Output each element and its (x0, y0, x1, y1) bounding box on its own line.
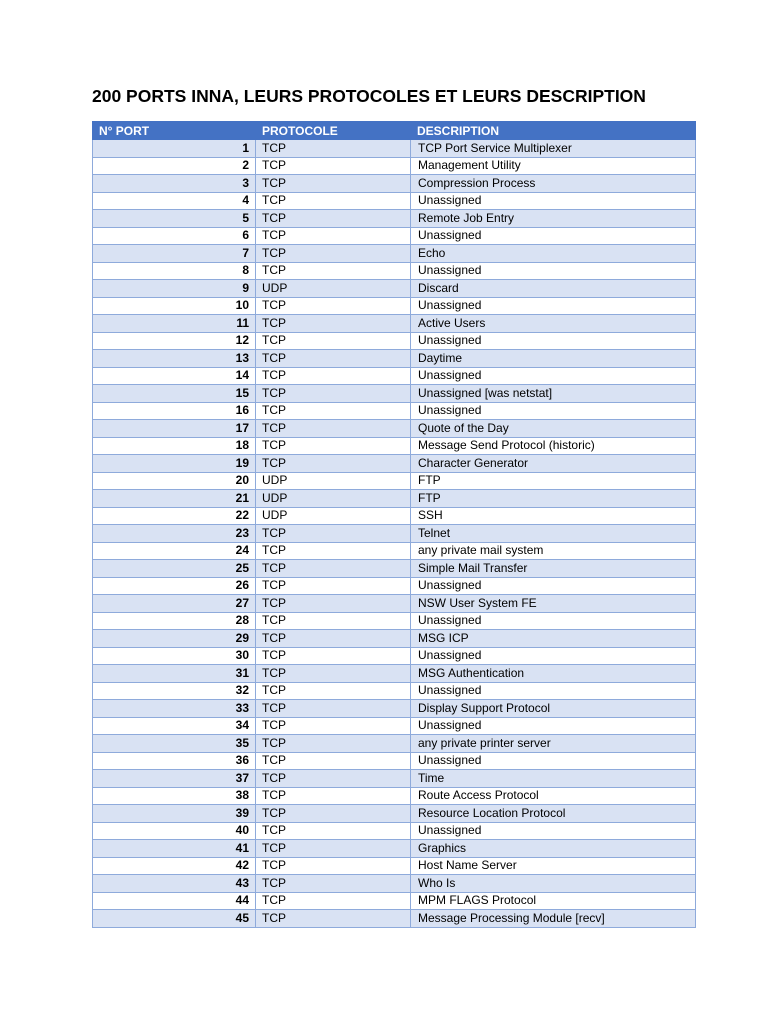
description-cell: Unassigned (411, 192, 696, 210)
description-cell: Unassigned (411, 577, 696, 595)
description-cell: Unassigned (411, 822, 696, 840)
port-cell: 17 (93, 420, 256, 438)
description-cell: Graphics (411, 840, 696, 858)
protocol-cell: TCP (256, 402, 411, 420)
port-cell: 15 (93, 385, 256, 403)
protocol-cell: TCP (256, 140, 411, 158)
table-row (93, 577, 696, 595)
port-cell: 41 (93, 840, 256, 858)
table-row (93, 210, 696, 228)
protocol-cell: TCP (256, 367, 411, 385)
table-row (93, 420, 696, 438)
port-cell: 26 (93, 577, 256, 595)
protocol-cell: TCP (256, 455, 411, 473)
description-cell: Echo (411, 245, 696, 263)
protocol-cell: TCP (256, 227, 411, 245)
protocol-cell: TCP (256, 210, 411, 228)
description-cell: FTP (411, 472, 696, 490)
port-cell: 16 (93, 402, 256, 420)
description-cell: Unassigned (411, 647, 696, 665)
description-cell: Unassigned (411, 402, 696, 420)
header-row (93, 122, 696, 140)
table-row (93, 787, 696, 805)
protocol-cell: UDP (256, 490, 411, 508)
port-cell: 7 (93, 245, 256, 263)
protocol-cell: TCP (256, 332, 411, 350)
table-row (93, 472, 696, 490)
protocol-cell: TCP (256, 665, 411, 683)
port-cell: 32 (93, 682, 256, 700)
document-title: 200 PORTS INNA, LEURS PROTOCOLES ET LEURS DESCRIPTION (92, 86, 646, 106)
port-cell: 36 (93, 752, 256, 770)
protocol-cell: TCP (256, 192, 411, 210)
description-cell: Simple Mail Transfer (411, 560, 696, 578)
port-cell: 1 (93, 140, 256, 158)
port-cell: 25 (93, 560, 256, 578)
table-row (93, 805, 696, 823)
protocol-cell: TCP (256, 560, 411, 578)
description-cell: Unassigned (411, 367, 696, 385)
port-cell: 20 (93, 472, 256, 490)
description-cell: any private mail system (411, 542, 696, 560)
port-cell: 34 (93, 717, 256, 735)
description-cell: Unassigned (411, 262, 696, 280)
table-row (93, 350, 696, 368)
table-row (93, 630, 696, 648)
port-cell: 43 (93, 875, 256, 893)
description-cell: MSG ICP (411, 630, 696, 648)
table-row (93, 700, 696, 718)
table-row (93, 770, 696, 788)
protocol-cell: UDP (256, 507, 411, 525)
description-cell: Resource Location Protocol (411, 805, 696, 823)
port-cell: 22 (93, 507, 256, 525)
description-cell: FTP (411, 490, 696, 508)
description-cell: Discard (411, 280, 696, 298)
table-row (93, 227, 696, 245)
protocol-cell: TCP (256, 735, 411, 753)
protocol-cell: UDP (256, 280, 411, 298)
description-cell: Unassigned (411, 612, 696, 630)
protocol-cell: TCP (256, 350, 411, 368)
port-cell: 18 (93, 437, 256, 455)
table-row (93, 315, 696, 333)
table-row (93, 175, 696, 193)
ports-table (92, 121, 696, 928)
table-row (93, 735, 696, 753)
table-row (93, 507, 696, 525)
description-column-header: DESCRIPTION (411, 122, 696, 140)
protocol-cell: TCP (256, 315, 411, 333)
description-cell: Unassigned (411, 332, 696, 350)
description-cell: Display Support Protocol (411, 700, 696, 718)
port-cell: 30 (93, 647, 256, 665)
table-row (93, 297, 696, 315)
description-cell: any private printer server (411, 735, 696, 753)
description-cell: Time (411, 770, 696, 788)
table-row (93, 875, 696, 893)
table-row (93, 612, 696, 630)
description-cell: Telnet (411, 525, 696, 543)
protocol-cell: TCP (256, 787, 411, 805)
description-cell: Character Generator (411, 455, 696, 473)
description-cell: Route Access Protocol (411, 787, 696, 805)
description-cell: Unassigned (411, 682, 696, 700)
table-row (93, 385, 696, 403)
protocol-cell: TCP (256, 262, 411, 280)
description-cell: Host Name Server (411, 857, 696, 875)
protocol-cell: TCP (256, 420, 411, 438)
protocol-cell: TCP (256, 857, 411, 875)
table-row (93, 367, 696, 385)
description-cell: Unassigned (411, 752, 696, 770)
table-row (93, 402, 696, 420)
table-row (93, 280, 696, 298)
protocol-cell: TCP (256, 595, 411, 613)
port-cell: 45 (93, 910, 256, 928)
table-row (93, 157, 696, 175)
port-cell: 31 (93, 665, 256, 683)
table-row (93, 595, 696, 613)
protocol-cell: TCP (256, 630, 411, 648)
description-cell: Daytime (411, 350, 696, 368)
table-row (93, 140, 696, 158)
table-row (93, 682, 696, 700)
port-cell: 27 (93, 595, 256, 613)
port-cell: 3 (93, 175, 256, 193)
port-cell: 14 (93, 367, 256, 385)
protocol-cell: TCP (256, 910, 411, 928)
description-cell: NSW User System FE (411, 595, 696, 613)
table-row (93, 840, 696, 858)
description-cell: Unassigned (411, 297, 696, 315)
table-row (93, 892, 696, 910)
protocol-cell: TCP (256, 577, 411, 595)
description-cell: Message Send Protocol (historic) (411, 437, 696, 455)
protocol-cell: TCP (256, 437, 411, 455)
port-cell: 24 (93, 542, 256, 560)
protocol-cell: TCP (256, 297, 411, 315)
description-cell: Who Is (411, 875, 696, 893)
port-cell: 9 (93, 280, 256, 298)
table-row (93, 437, 696, 455)
description-cell: Quote of the Day (411, 420, 696, 438)
port-cell: 6 (93, 227, 256, 245)
protocol-cell: TCP (256, 892, 411, 910)
table-row (93, 822, 696, 840)
port-cell: 39 (93, 805, 256, 823)
port-cell: 35 (93, 735, 256, 753)
port-cell: 37 (93, 770, 256, 788)
description-cell: Management Utility (411, 157, 696, 175)
port-cell: 28 (93, 612, 256, 630)
description-cell: TCP Port Service Multiplexer (411, 140, 696, 158)
table-row (93, 490, 696, 508)
table-row (93, 752, 696, 770)
table-row (93, 332, 696, 350)
port-cell: 33 (93, 700, 256, 718)
port-cell: 8 (93, 262, 256, 280)
table-row (93, 647, 696, 665)
table-row (93, 525, 696, 543)
table-row (93, 542, 696, 560)
port-cell: 5 (93, 210, 256, 228)
port-cell: 42 (93, 857, 256, 875)
port-cell: 2 (93, 157, 256, 175)
table-row (93, 665, 696, 683)
port-cell: 38 (93, 787, 256, 805)
table-row (93, 192, 696, 210)
description-cell: Remote Job Entry (411, 210, 696, 228)
protocol-cell: TCP (256, 875, 411, 893)
table-body (93, 140, 696, 928)
port-cell: 10 (93, 297, 256, 315)
protocol-cell: TCP (256, 840, 411, 858)
port-cell: 12 (93, 332, 256, 350)
protocol-cell: TCP (256, 700, 411, 718)
protocol-cell: TCP (256, 752, 411, 770)
port-cell: 40 (93, 822, 256, 840)
table-row (93, 245, 696, 263)
protocol-column-header: PROTOCOLE (256, 122, 411, 140)
port-cell: 19 (93, 455, 256, 473)
table-row (93, 717, 696, 735)
description-cell: MSG Authentication (411, 665, 696, 683)
protocol-cell: TCP (256, 385, 411, 403)
port-column-header: N° PORT (93, 122, 256, 140)
protocol-cell: TCP (256, 525, 411, 543)
description-cell: Unassigned [was netstat] (411, 385, 696, 403)
protocol-cell: TCP (256, 805, 411, 823)
port-cell: 4 (93, 192, 256, 210)
port-cell: 44 (93, 892, 256, 910)
protocol-cell: TCP (256, 245, 411, 263)
table-row (93, 262, 696, 280)
port-cell: 23 (93, 525, 256, 543)
description-cell: Message Processing Module [recv] (411, 910, 696, 928)
port-cell: 13 (93, 350, 256, 368)
port-cell: 11 (93, 315, 256, 333)
protocol-cell: TCP (256, 612, 411, 630)
description-cell: Compression Process (411, 175, 696, 193)
table-row (93, 560, 696, 578)
port-cell: 21 (93, 490, 256, 508)
description-cell: Unassigned (411, 227, 696, 245)
protocol-cell: TCP (256, 542, 411, 560)
protocol-cell: TCP (256, 157, 411, 175)
protocol-cell: TCP (256, 770, 411, 788)
table-row (93, 455, 696, 473)
protocol-cell: TCP (256, 822, 411, 840)
protocol-cell: TCP (256, 682, 411, 700)
description-cell: SSH (411, 507, 696, 525)
protocol-cell: UDP (256, 472, 411, 490)
table-row (93, 910, 696, 928)
description-cell: MPM FLAGS Protocol (411, 892, 696, 910)
port-cell: 29 (93, 630, 256, 648)
protocol-cell: TCP (256, 647, 411, 665)
protocol-cell: TCP (256, 175, 411, 193)
table-row (93, 857, 696, 875)
description-cell: Active Users (411, 315, 696, 333)
description-cell: Unassigned (411, 717, 696, 735)
table-header (93, 122, 696, 140)
protocol-cell: TCP (256, 717, 411, 735)
